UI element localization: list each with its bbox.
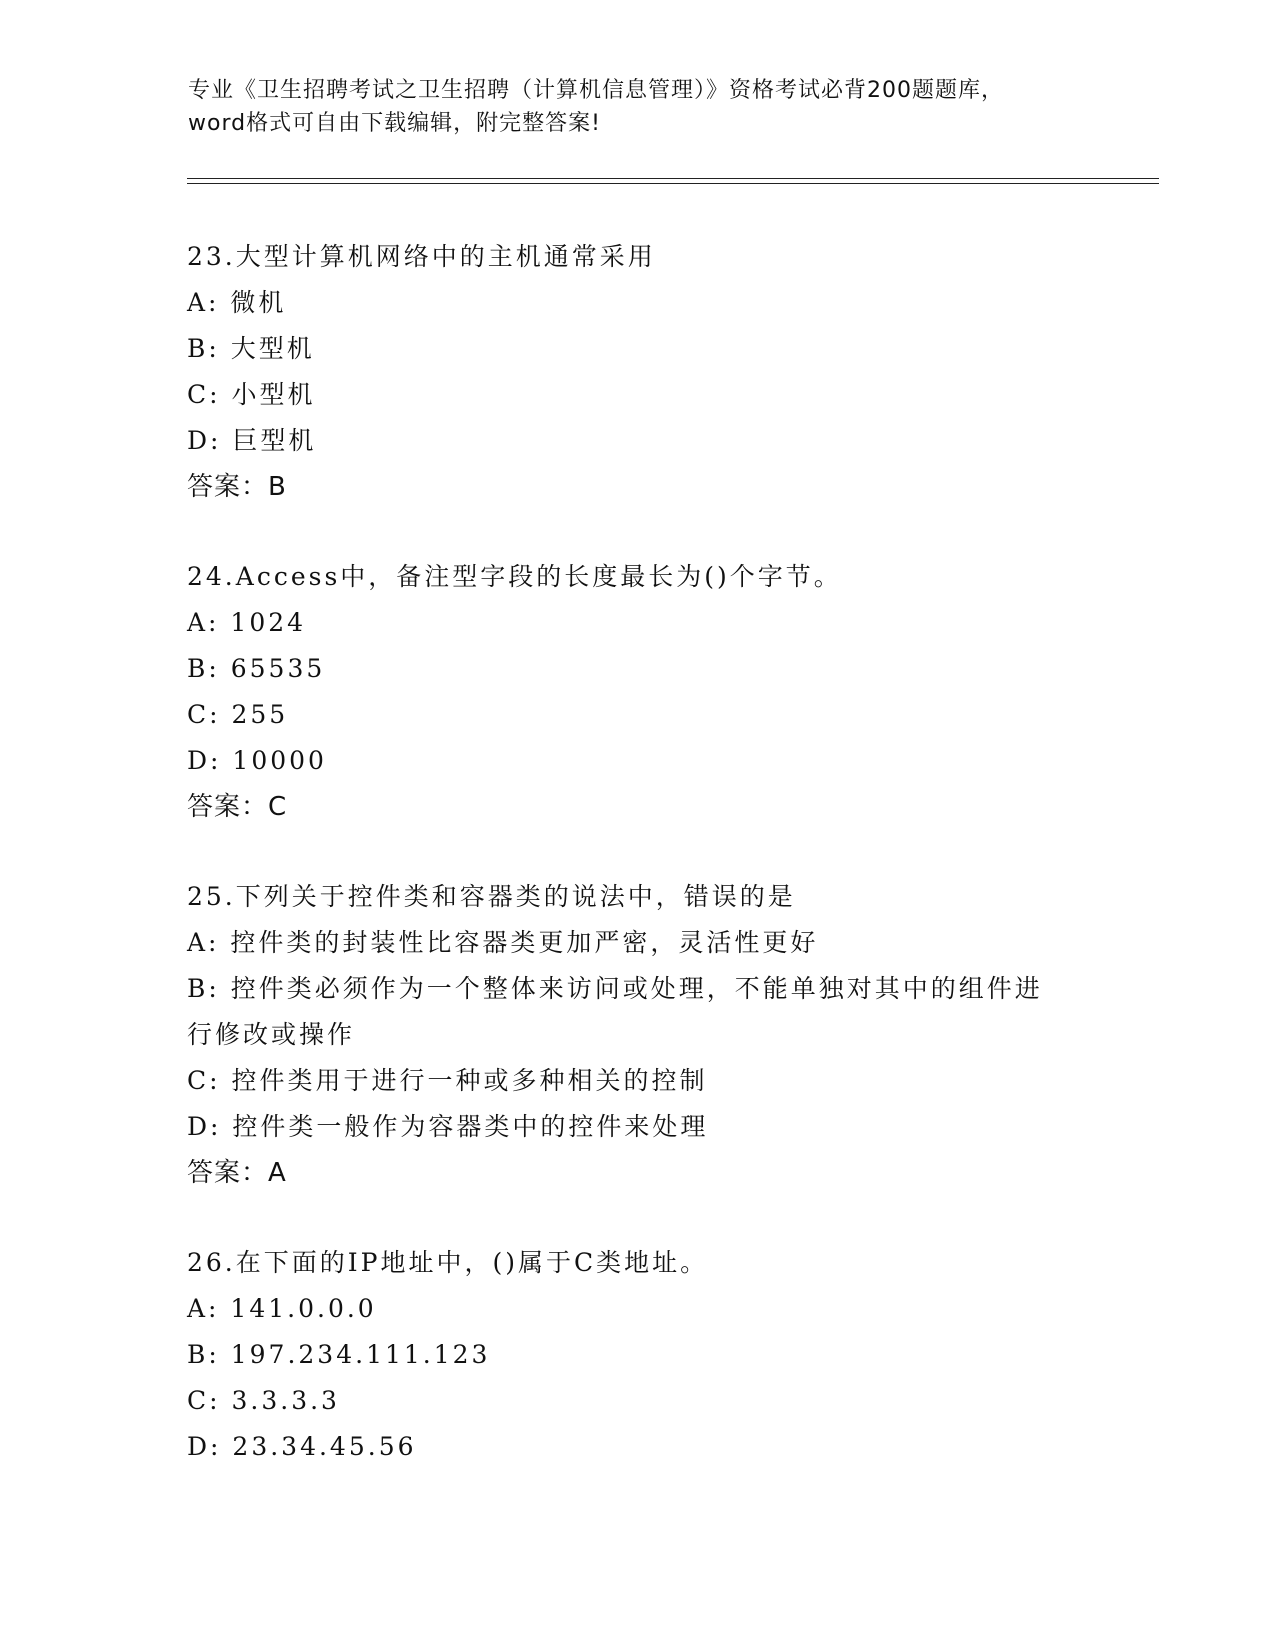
option-b: B: 65535 <box>187 654 326 683</box>
question-stem: 25.下列关于控件类和容器类的说法中，错误的是 <box>187 882 796 911</box>
option-b: B: 197.234.111.123 <box>187 1340 491 1369</box>
option-c: C: 小型机 <box>187 380 316 409</box>
option-d: D: 控件类一般作为容器类中的控件来处理 <box>187 1112 709 1141</box>
option-c: C: 控件类用于进行一种或多种相关的控制 <box>187 1066 708 1095</box>
option-d: D: 巨型机 <box>187 426 317 455</box>
option-a: A: 141.0.0.0 <box>187 1294 377 1323</box>
header-line-1: 专业《卫生招聘考试之卫生招聘（计算机信息管理）》资格考试必背200题题库， <box>188 78 1004 103</box>
question-stem: 24.Access中，备注型字段的长度最长为()个字节。 <box>187 562 842 591</box>
question-stem: 23.大型计算机网络中的主机通常采用 <box>187 242 656 271</box>
document-header <box>188 74 1088 140</box>
option-a: A: 1024 <box>187 608 307 637</box>
option-d: D: 23.34.45.56 <box>187 1432 417 1461</box>
answer-label: 答案：B <box>187 472 287 502</box>
question-26 <box>187 1240 1087 1470</box>
option-c: C: 3.3.3.3 <box>187 1386 340 1415</box>
answer-label: 答案：A <box>187 1158 287 1188</box>
option-a: A: 控件类的封装性比容器类更加严密，灵活性更好 <box>187 928 819 957</box>
question-23 <box>187 234 1087 510</box>
option-d: D: 10000 <box>187 746 327 775</box>
answer-label: 答案：C <box>187 792 288 822</box>
option-c: C: 255 <box>187 700 289 729</box>
question-25 <box>187 874 1087 1196</box>
question-stem: 26.在下面的IP地址中，()属于C类地址。 <box>187 1248 709 1277</box>
header-line-2: word格式可自由下载编辑，附完整答案! <box>188 111 601 136</box>
option-b: B: 大型机 <box>187 334 315 363</box>
question-24 <box>187 554 1087 830</box>
header-rule-bottom <box>187 183 1159 184</box>
header-rule-top <box>187 178 1159 179</box>
option-b: B: 控件类必须作为一个整体来访问或处理，不能单独对其中的组件进行修改或操作 <box>187 974 1043 1049</box>
option-a: A: 微机 <box>187 288 287 317</box>
